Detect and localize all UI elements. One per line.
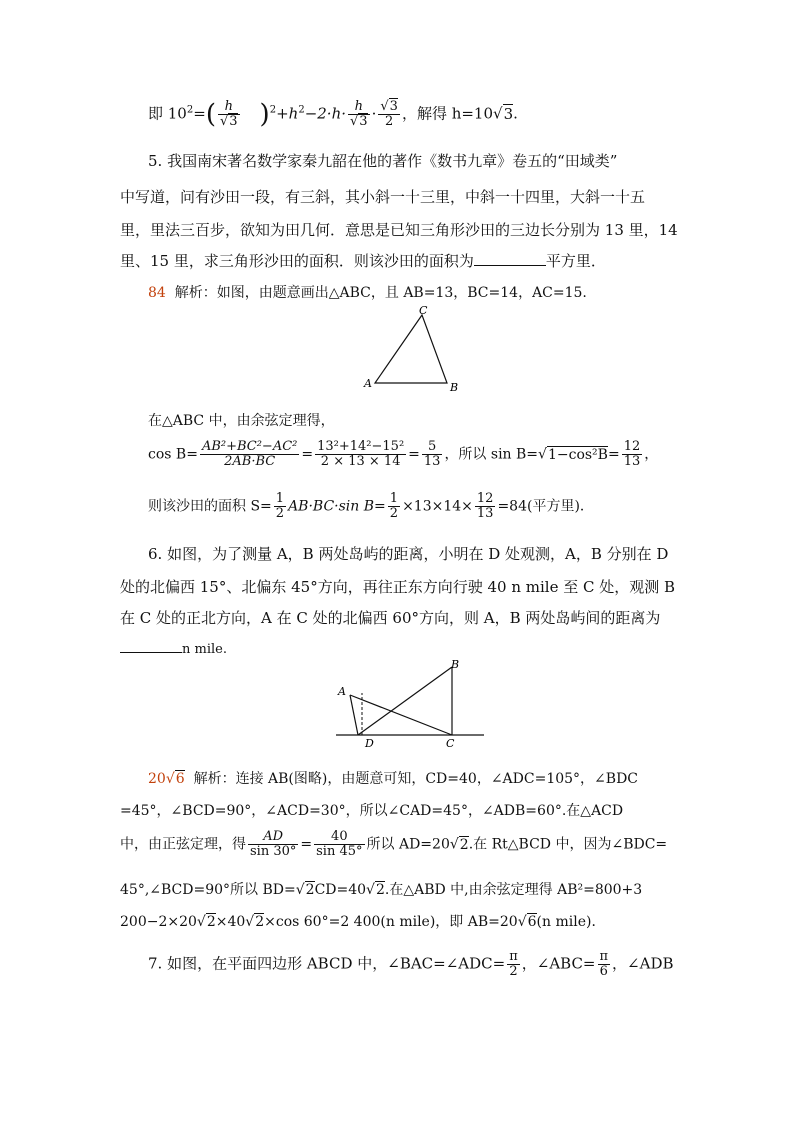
text: 12 <box>623 439 641 454</box>
text: = <box>408 446 420 463</box>
text: ，所以 sin B= <box>444 446 539 463</box>
p6-line-3: 在 C 处的正北方向，A 在 C 处的北偏西 60°方向，则 A，B 两处岛屿间的距离为 <box>120 609 661 627</box>
text: ，∠ADB <box>612 954 674 973</box>
text: ，∠ABC= <box>521 954 596 973</box>
sol6-line-4: 45°,∠BCD=90°所以 BD=√2CD=40√2.在△ABD 中,由余弦定理得 AB²=800+3 <box>120 882 643 898</box>
p5-line-1: 5. 我国南宋著名数学家秦九韶在他的著作《数书九章》卷五的“田域类” <box>148 152 618 170</box>
text: ×40 <box>215 914 246 930</box>
text: 13 <box>423 454 441 469</box>
answer-blank <box>474 251 546 266</box>
text: 20 <box>148 771 166 787</box>
text: 解析：如图，由题意画出△ABC，且 AB=13，BC=14，AC=15. <box>174 285 587 301</box>
text: h <box>218 100 240 115</box>
text: 1 <box>275 491 285 506</box>
p5-line-2: 中写道，问有沙田一段，有三斜，其小斜一十三里，中斜一十四里，大斜一十五 <box>120 188 646 206</box>
text: −2·h· <box>304 104 346 123</box>
label-c: C <box>419 305 428 317</box>
text: = <box>607 446 620 463</box>
text: π <box>509 949 518 964</box>
label-c: C <box>446 737 455 750</box>
text: 13²+14²−15² <box>317 439 405 454</box>
p6-line-1: 6. 如图，为了测量 A，B 两处岛屿的距离，小明在 D 处观测，A，B 分别在 D <box>148 545 669 563</box>
text: 则该沙田的面积 S= <box>148 498 272 515</box>
text: sin 30° <box>250 844 297 859</box>
text: (n mile)． <box>536 914 606 930</box>
sol6-line-1 <box>148 768 638 788</box>
line-ad <box>350 695 358 735</box>
text: = <box>300 836 313 853</box>
answer-5: 84 <box>148 285 166 301</box>
label-a: A <box>338 685 346 698</box>
text: =84(平方里)． <box>497 498 594 515</box>
area-formula <box>148 492 594 521</box>
text: 2 <box>385 114 394 129</box>
text: 2 <box>206 914 216 930</box>
label-b: B <box>450 381 459 394</box>
text: = <box>193 104 206 123</box>
label-a: A <box>364 377 372 390</box>
text: 7. 如图，在平面四边形 ABCD 中，∠BAC=∠ADC= <box>148 954 506 973</box>
p5-line-4 <box>120 250 606 271</box>
text: cos B= <box>148 446 198 463</box>
text: 2 <box>186 104 194 116</box>
text: 2AB·BC <box>224 454 276 469</box>
text: 200−2×20 <box>120 914 197 930</box>
text: . <box>513 104 518 123</box>
text: 解析：连接 AB(图略)，由题意可知，CD=40，∠ADC=105°，∠BDC <box>193 771 639 787</box>
text: .在 Rt△BCD 中，因为∠BDC= <box>468 836 668 853</box>
sol6-line-5: 200−2×20√2×40√2×cos 60°=2 400(n mile)，即 AB=20√6(n mile)． <box>120 914 606 930</box>
text: 40 <box>314 830 364 845</box>
text: ×13×14× <box>402 498 473 515</box>
answer-blank <box>120 638 182 653</box>
text: 即 10 <box>148 104 187 123</box>
text: 2 <box>255 914 265 930</box>
text: 6 <box>527 914 537 930</box>
text: 2 <box>305 882 315 898</box>
text: 平方里． <box>545 252 606 270</box>
label-b: B <box>451 658 460 671</box>
sol5-line-b: 在△ABC 中，由余弦定理得， <box>148 413 335 429</box>
text: = <box>301 446 314 463</box>
text: 6 <box>599 964 608 979</box>
text: 里、15 里，求三角形沙田的面积．则该沙田的面积为 <box>120 252 474 270</box>
triangle-figure <box>360 305 470 395</box>
text: .在△ABD 中,由余弦定理得 AB²=800+3 <box>384 882 643 898</box>
text: 1−cos²B <box>547 446 608 463</box>
text: 3 <box>229 114 238 129</box>
sol6-line-2: =45°，∠BCD=90°，∠ACD=30°，所以∠CAD=45°，∠ADB=60°.在△ACD <box>120 803 624 819</box>
triangle-abc <box>375 315 447 383</box>
island-figure <box>330 655 490 755</box>
text: 中，由正弦定理，得 <box>120 836 246 853</box>
text: π <box>599 949 609 964</box>
text: sin 45° <box>316 844 363 859</box>
text: ， <box>644 446 659 463</box>
label-d: D <box>365 737 374 750</box>
text: 所以 AD=20 <box>366 836 450 853</box>
text: ，解得 h=10 <box>401 104 494 123</box>
text: 2 <box>459 836 469 853</box>
text: 6 <box>175 771 185 787</box>
formula-line-1: 即 $10^2=$( $\frac{h}{√3}$ )$^2+h^2-2\cdot h\cdot$ $\frac{h}{√3}$ · $\frac{√3}{2}$ ，解得 h=10√3. <box>148 99 518 130</box>
text: n mile. <box>182 642 227 657</box>
line-db <box>358 667 452 735</box>
text: 2 × 13 × 14 <box>320 454 401 469</box>
text: AB·BC·sin B= <box>288 498 386 515</box>
text: +h <box>276 104 299 123</box>
p5-line-3: 里，里法三百步，欲知为田几何．意思是已知三角形沙田的三边长分别为 13 里，14 <box>120 221 678 239</box>
p6-line-2: 处的北偏西 15°、北偏东 45°方向，再往正东方向行驶 40 n mile 至 C 处，观测 B <box>120 578 676 596</box>
text: CD=40 <box>314 882 367 898</box>
text: 45°,∠BCD=90°所以 BD= <box>120 882 296 898</box>
solution-5 <box>148 282 587 302</box>
text: 12 <box>476 491 494 506</box>
text: 2 <box>509 964 518 979</box>
text: 13 <box>476 506 494 521</box>
cos-formula: cos B= $\frac{\text{AB²+BC²−AC²}}{2AB\cdot BC}$ = $\frac{\text{13²+14²−15²}}{2 \times 13 \times 14}$ = $\frac{5}{13}$ ，所以 sin B=√1−cos²B= $\frac{12}{13}$ ， <box>148 439 659 469</box>
answer-6: 20√6 <box>148 771 185 787</box>
text: ×cos 60°=2 400(n mile)，即 AB=20 <box>264 914 518 930</box>
p7-line-1 <box>148 950 674 979</box>
text: AB²+BC²−AC² <box>201 439 298 454</box>
text: 13 <box>623 454 641 469</box>
text: 1 <box>389 491 399 506</box>
text: AD <box>248 830 298 845</box>
text: 2 <box>375 882 385 898</box>
text: 5 <box>422 440 443 455</box>
sol6-line-3: 中，由正弦定理，得 $\frac{AD}{\sin 30^\circ}$ = $\frac{40}{\sin 45^\circ}$ 所以 AD=20√2.在 Rt△BCD 中，因为∠BDC= <box>120 829 668 859</box>
text: 2 <box>275 506 285 521</box>
text: 2 <box>389 506 399 521</box>
p6-line-4 <box>120 638 227 657</box>
